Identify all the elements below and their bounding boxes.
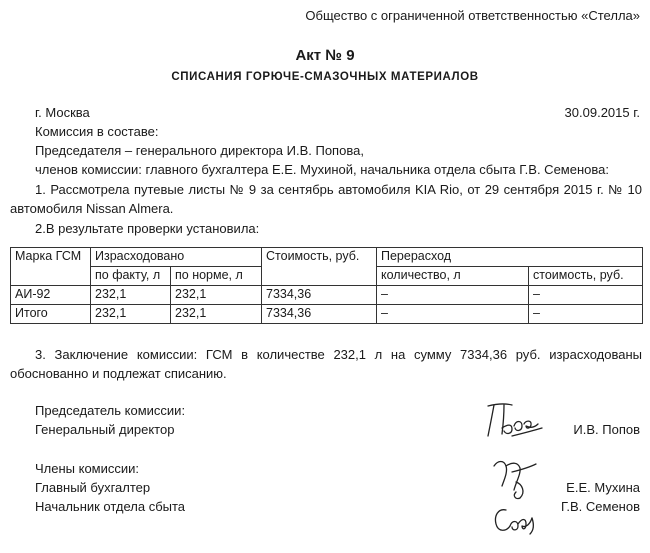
table-header-row — [11, 248, 643, 267]
organization-name: Общество с ограниченной ответственностью «Стелла» — [305, 8, 640, 23]
cell-over-cost: – — [529, 305, 643, 324]
header-over-qty: количество, л — [377, 267, 529, 286]
item-2-line: 2.В результате проверки установила: — [35, 221, 260, 236]
sales-name: Г.В. Семенов — [560, 499, 640, 514]
cell-over-qty: – — [377, 286, 529, 305]
chairman-position: Генеральный директор — [35, 422, 175, 437]
accountant-position: Главный бухгалтер — [35, 480, 151, 495]
item-3-paragraph: 3. Заключение комиссии: ГСМ в количестве 232,1 л на сумму 7334,36 руб. израсходованы обоснованно и подлежат списанию. — [10, 347, 642, 381]
chairman-name: И.В. Попов — [573, 422, 640, 437]
cell-over-qty: – — [377, 305, 529, 324]
chairman-signature-image — [482, 398, 552, 442]
header-grade: Марка ГСМ — [11, 248, 91, 286]
accountant-name: Е.Е. Мухина — [566, 480, 640, 495]
header-norm: по норме, л — [171, 267, 262, 286]
item-1-paragraph: 1. Рассмотрела путевые листы № 9 за сентябрь автомобиля KIA Rio, от 29 сентября 2015 г. № 10 автомобиля Nissan Almera. — [10, 182, 642, 216]
accountant-signature-image — [486, 452, 546, 502]
document-date: 30.09.2015 г. — [564, 105, 640, 120]
header-overuse: Перерасход — [377, 248, 643, 267]
fuel-table — [10, 247, 643, 324]
cell-cost: 7334,36 — [262, 286, 377, 305]
members-heading: Члены комиссии: — [35, 461, 140, 476]
cell-actual: 232,1 — [91, 286, 171, 305]
header-over-cost: стоимость, руб. — [529, 267, 643, 286]
sales-signature-image — [488, 500, 548, 540]
sales-position: Начальник отдела сбыта — [35, 499, 186, 514]
chairman-line: Председателя – генерального директора И.В. Попова, — [35, 143, 364, 158]
header-spent: Израсходовано — [91, 248, 262, 267]
header-cost: Стоимость, руб. — [262, 248, 377, 286]
header-actual: по факту, л — [91, 267, 171, 286]
cell-norm: 232,1 — [171, 305, 262, 324]
commission-intro: Комиссия в составе: — [35, 124, 159, 139]
members-line: членов комиссии: главного бухгалтера Е.Е. Мухиной, начальника отдела сбыта Г.В. Семенова: — [35, 162, 609, 177]
cell-norm: 232,1 — [171, 286, 262, 305]
act-title: Акт № 9 — [295, 47, 355, 64]
cell-over-cost: – — [529, 286, 643, 305]
chairman-heading: Председатель комиссии: — [35, 403, 186, 418]
table-row — [11, 305, 643, 324]
city: г. Москва — [35, 105, 90, 120]
cell-cost: 7334,36 — [262, 305, 377, 324]
cell-grade: Итого — [11, 305, 91, 324]
table-row — [11, 286, 643, 305]
cell-grade: АИ-92 — [11, 286, 91, 305]
act-subtitle: СПИСАНИЯ ГОРЮЧЕ-СМАЗОЧНЫХ МАТЕРИАЛОВ — [171, 71, 479, 83]
cell-actual: 232,1 — [91, 305, 171, 324]
